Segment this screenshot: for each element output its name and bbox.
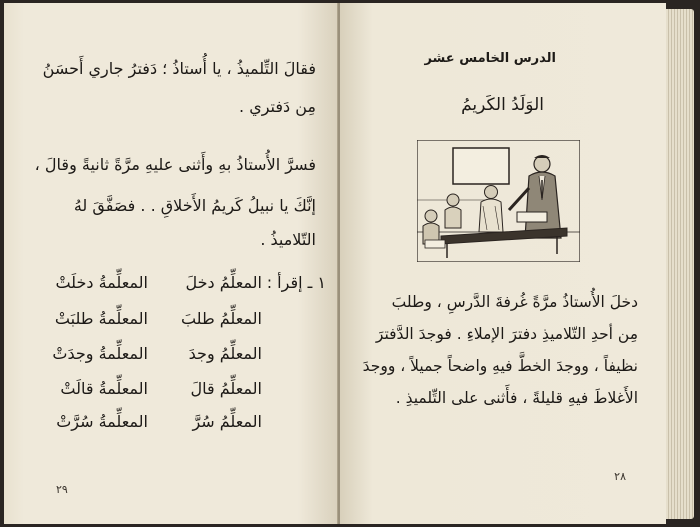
exercise-masc-4: المعلِّمُ قالَ	[190, 379, 262, 398]
right-line-3: نظيفاً ، ووجدَ الخطَّ فيهِ واضحاً جميلاً ، ووجدَ	[362, 357, 638, 375]
left-line-2: مِن دَفتري .	[239, 97, 316, 116]
left-line-3: فسرَّ الأُستاذُ بهِ وأَثنى عليهِ مرَّةً ثانيةً وقالَ ،	[34, 155, 316, 174]
left-line-4: إنَّكَ يا نبيلُ كَريمُ الأَخلاقِ . . فصَفَّقَ لهُ	[73, 196, 316, 215]
exercise-fem-4: المعلِّمةُ قالَتْ	[60, 379, 148, 398]
classroom-illustration	[417, 140, 580, 262]
right-line-2: مِن أحدِ التّلاميذِ دفترَ الإملاءِ . فوجدَ الدَّفترَ	[375, 325, 638, 343]
page-edges	[666, 9, 694, 519]
left-line-5: التّلاميذُ .	[260, 230, 316, 249]
right-page	[340, 3, 666, 524]
right-line-4: الأَغلاطَ فيهِ قليلةً ، فأَثنى على التِّلميذِ .	[395, 389, 638, 407]
left-page-number: ٢٩	[56, 483, 68, 496]
exercise-masc-3: المعلِّمُ وجدَ	[188, 344, 262, 363]
exercise-fem-2: المعلِّمةُ طلبَتْ	[54, 309, 148, 328]
exercise-fem-3: المعلِّمةُ وجدَتْ	[52, 344, 148, 363]
exercise-fem-5: المعلِّمةُ سُرَّتْ	[56, 412, 148, 431]
left-line-1: فقالَ التِّلميذُ ، يا أُستاذُ ؛ دَفترُ جاري أَحسَنُ	[42, 59, 316, 78]
exercise-masc-1: المعلِّمُ دخلَ	[185, 273, 262, 292]
lesson-title: الدرس الخامس عشر	[424, 51, 556, 66]
story-title: الوَلَدُ الكَريمُ	[461, 95, 544, 115]
exercise-masc-5: المعلِّمُ سُرَّ	[192, 412, 262, 431]
right-page-number: ٢٨	[614, 470, 626, 483]
exercise-number: ١ ـ إقرأ :	[266, 273, 326, 292]
exercise-fem-1: المعلِّمةُ دخلَتْ	[55, 273, 148, 292]
open-book	[4, 3, 696, 524]
left-page	[4, 3, 338, 524]
exercise-masc-2: المعلِّمُ طلبَ	[180, 309, 262, 328]
right-line-1: دخلَ الأُستاذُ مرَّةً غُرفةَ الدَّرسِ ، وطلبَ	[391, 293, 638, 311]
